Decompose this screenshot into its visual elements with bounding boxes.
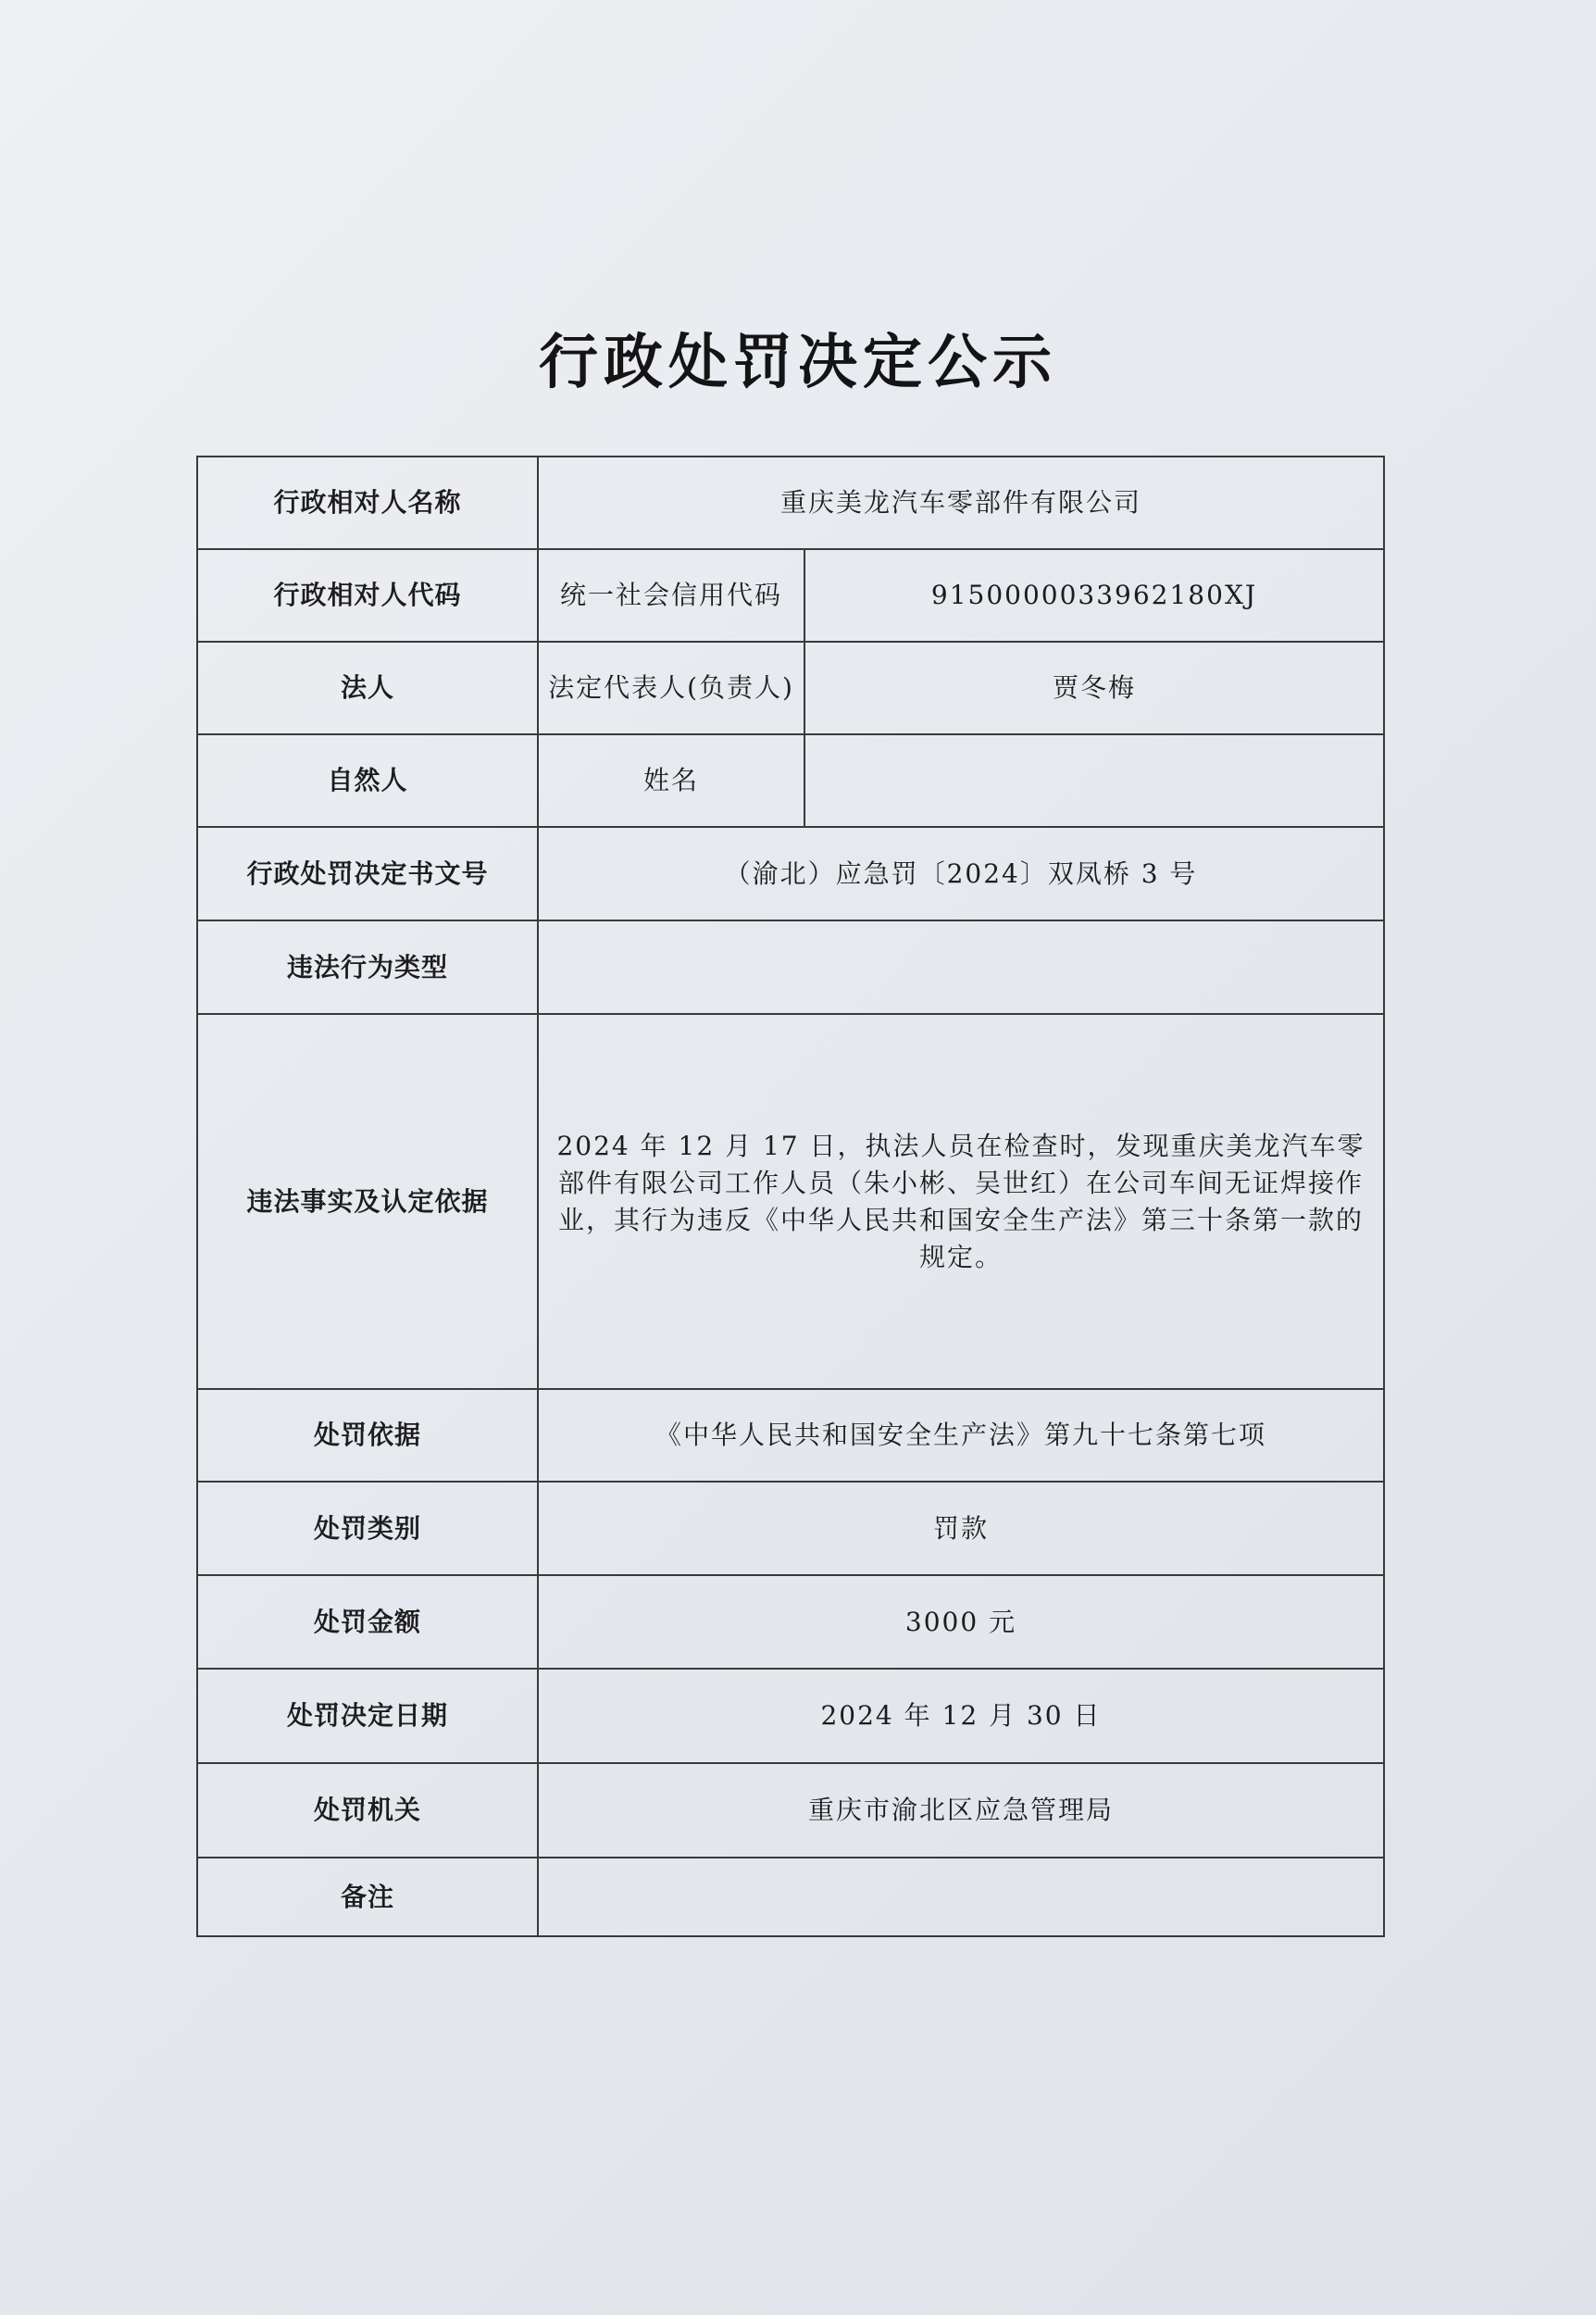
legal-representative-value: 贾冬梅 (804, 642, 1384, 734)
violation-facts-label: 违法事实及认定依据 (197, 1014, 538, 1389)
row-violation-facts (197, 1014, 1384, 1389)
penalty-type-value: 罚款 (538, 1482, 1384, 1575)
row-authority (197, 1763, 1384, 1858)
row-party-name (197, 457, 1384, 549)
authority-label: 处罚机关 (197, 1763, 538, 1858)
decision-date-label: 处罚决定日期 (197, 1669, 538, 1763)
row-penalty-amount (197, 1575, 1384, 1669)
row-penalty-basis (197, 1389, 1384, 1482)
violation-type-label: 违法行为类型 (197, 920, 538, 1014)
party-code-label: 行政相对人代码 (197, 549, 538, 642)
document-title: 行政处罚决定公示 (539, 328, 1057, 397)
row-penalty-type (197, 1482, 1384, 1575)
natural-person-name-label: 姓名 (538, 734, 804, 827)
party-name-value: 重庆美龙汽车零部件有限公司 (538, 457, 1384, 549)
row-decision-date (197, 1669, 1384, 1763)
row-natural-person (197, 734, 1384, 827)
violation-type-value (538, 920, 1384, 1014)
party-name-label: 行政相对人名称 (197, 457, 538, 549)
row-party-code (197, 549, 1384, 642)
authority-value: 重庆市渝北区应急管理局 (538, 1763, 1384, 1858)
legal-representative-label: 法定代表人(负责人) (538, 642, 804, 734)
decision-doc-no-label: 行政处罚决定书文号 (197, 827, 538, 920)
decision-doc-no-value: （渝北）应急罚〔2024〕双凤桥 3 号 (538, 827, 1384, 920)
penalty-type-label: 处罚类别 (197, 1482, 538, 1575)
natural-person-name-value (804, 734, 1384, 827)
violation-facts-value: 2024 年 12 月 17 日，执法人员在检查时，发现重庆美龙汽车零部件有限公司工作人员（朱小彬、吴世红）在公司车间无证焊接作业，其行为违反《中华人民共和国安全生产法》第三十条第一款的规定。 (538, 1014, 1384, 1389)
remarks-label: 备注 (197, 1858, 538, 1936)
penalty-basis-label: 处罚依据 (197, 1389, 538, 1482)
row-decision-doc-no (197, 827, 1384, 920)
row-remarks (197, 1858, 1384, 1936)
row-violation-type (197, 920, 1384, 1014)
credit-code-label: 统一社会信用代码 (538, 549, 804, 642)
natural-person-label: 自然人 (197, 734, 538, 827)
penalty-amount-value: 3000 元 (538, 1575, 1384, 1669)
row-legal-person (197, 642, 1384, 734)
penalty-notice-table (196, 456, 1385, 1937)
credit-code-value: 9150000033962180XJ (804, 549, 1384, 642)
decision-date-value: 2024 年 12 月 30 日 (538, 1669, 1384, 1763)
legal-person-label: 法人 (197, 642, 538, 734)
penalty-amount-label: 处罚金额 (197, 1575, 538, 1669)
penalty-basis-value: 《中华人民共和国安全生产法》第九十七条第七项 (538, 1389, 1384, 1482)
remarks-value (538, 1858, 1384, 1936)
